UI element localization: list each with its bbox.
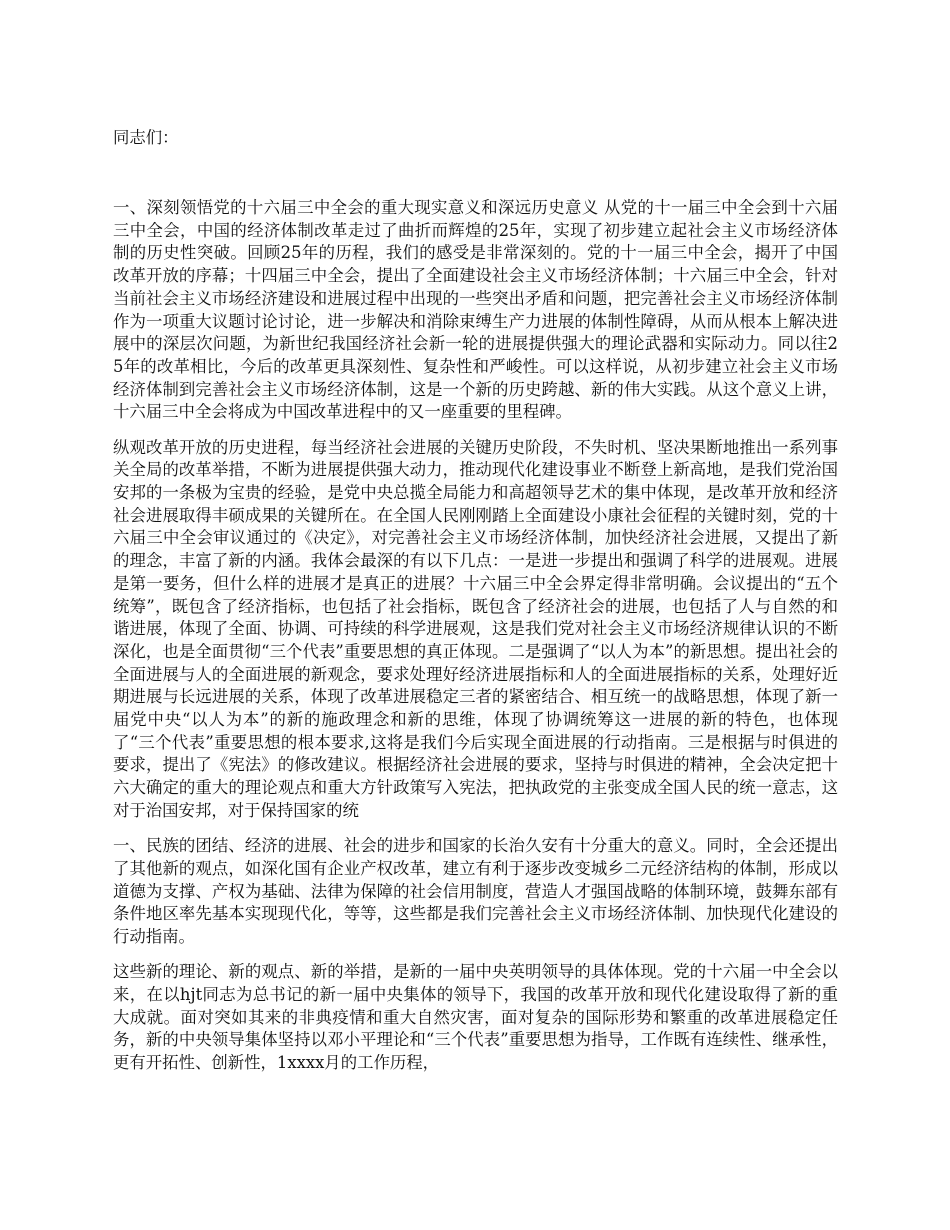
paragraph-4: 这些新的理论、新的观点、新的举措，是新的一届中央英明领导的具体体现。党的十六届一中全会以来，在以hjt同志为总书记的新一届中央集体的领导下，我国的改革开放和现代化建设取得了新的重大成就。面对突如其来的非典疫情和重大自然灾害，面对复杂的国际形势和繁重的改革进展稳定任务，新的中央领导集体坚持以邓小平理论和“三个代表”重要思想为指导，工作既有连续性、继承性，更有开拓性、创新性，1xxxx月的工作历程， [113, 962, 838, 1073]
salutation: 同志们： [113, 128, 179, 147]
paragraph-2: 纵观改革开放的历史进程，每当经济社会进展的关键历史阶段，不失时机、坚决果断地推出一系列事关全局的改革举措，不断为进展提供强大动力，推动现代化建设事业不断登上新高地，是我们党治国安邦的一条极为宝贵的经验，是党中央总揽全局能力和高超领导艺术的集中体现，是改革开放和经济社会进展取得丰硕成果的关键所在。在全国人民刚刚踏上全面建设小康社会征程的关键时刻，党的十六届三中全会审议通过的《决定》，对完善社会主义市场经济体制，加快经济社会进展，又提出了新的理念，丰富了新的内涵。我体会最深的有以下几点：一是进一步提出和强调了科学的进展观。进展是第一要务，但什么样的进展才是真正的进展？十六届三中全会界定得非常明确。会议提出的“五个统筹”，既包含了经济指标，也包括了社会指标，既包含了经济社会的进展，也包括了人与自然的和谐进展，体现了全面、协调、可持续的科学进展观，这是我们党对社会主义市场经济规律认识的不断深化，也是全面贯彻“三个代表”重要思想的真正体现。二是强调了“以人为本”的新思想。提出社会的全面进展与人的全面进展的新观念，要求处理好经济进展指标和人的全面进展指标的关系，处理好近期进展与长远进展的关系，体现了改革进展稳定三者的紧密结合、相互统一的战略思想，体现了新一届党中央“以人为本”的新的施政理念和新的思维，体现了协调统筹这一进展的新的特色，也体现了“三个代表”重要思想的根本要求,这将是我们今后实现全面进展的行动指南。三是根据与时俱进的要求，提出了《宪法》的修改建议。根据经济社会进展的要求，坚持与时俱进的精神，全会决定把十六大确定的重大的理论观点和重大方针政策写入宪法，把执政党的主张变成全国人民的统一意志，这对于治国安邦，对于保持国家的统 [113, 437, 838, 820]
document-body [113, 197, 838, 1087]
paragraph-3: 一、民族的团结、经济的进展、社会的进步和国家的长治久安有十分重大的意义。同时，全会还提出了其他新的观点，如深化国有企业产权改革，建立有利于逐步改变城乡二元经济结构的体制，形成以道德为支撑、产权为基础、法律为保障的社会信用制度，营造人才强国战略的体制环境，鼓舞东部有条件地区率先基本实现现代化，等等，这些都是我们完善社会主义市场经济体制、加快现代化建设的行动指南。 [113, 836, 838, 946]
paragraph-1: 一、深刻领悟党的十六届三中全会的重大现实意义和深远历史意义 从党的十一届三中全会到十六届三中全会，中国的经济体制改革走过了曲折而辉煌的25年，实现了初步建立起社会主义市场经济体制的历史性突破。回顾25年的历程，我们的感受是非常深刻的。党的十一届三中全会，揭开了中国改革开放的序幕；十四届三中全会，提出了全面建设社会主义市场经济体制；十六届三中全会，针对当前社会主义市场经济建设和进展过程中出现的一些突出矛盾和问题，把完善社会主义市场经济体制作为一项重大议题讨论讨论，进一步解决和消除束缚生产力进展的体制性障碍，从而从根本上解决进展中的深层次问题，为新世纪我国经济社会新一轮的进展提供强大的理论武器和实际动力。同以往25年的改革相比，今后的改革更具深刻性、复杂性和严峻性。可以这样说，从初步建立社会主义市场经济体制到完善社会主义市场经济体制，这是一个新的历史跨越、新的伟大实践。从这个意义上讲，十六届三中全会将成为中国改革进程中的又一座重要的里程碑。 [113, 198, 838, 422]
